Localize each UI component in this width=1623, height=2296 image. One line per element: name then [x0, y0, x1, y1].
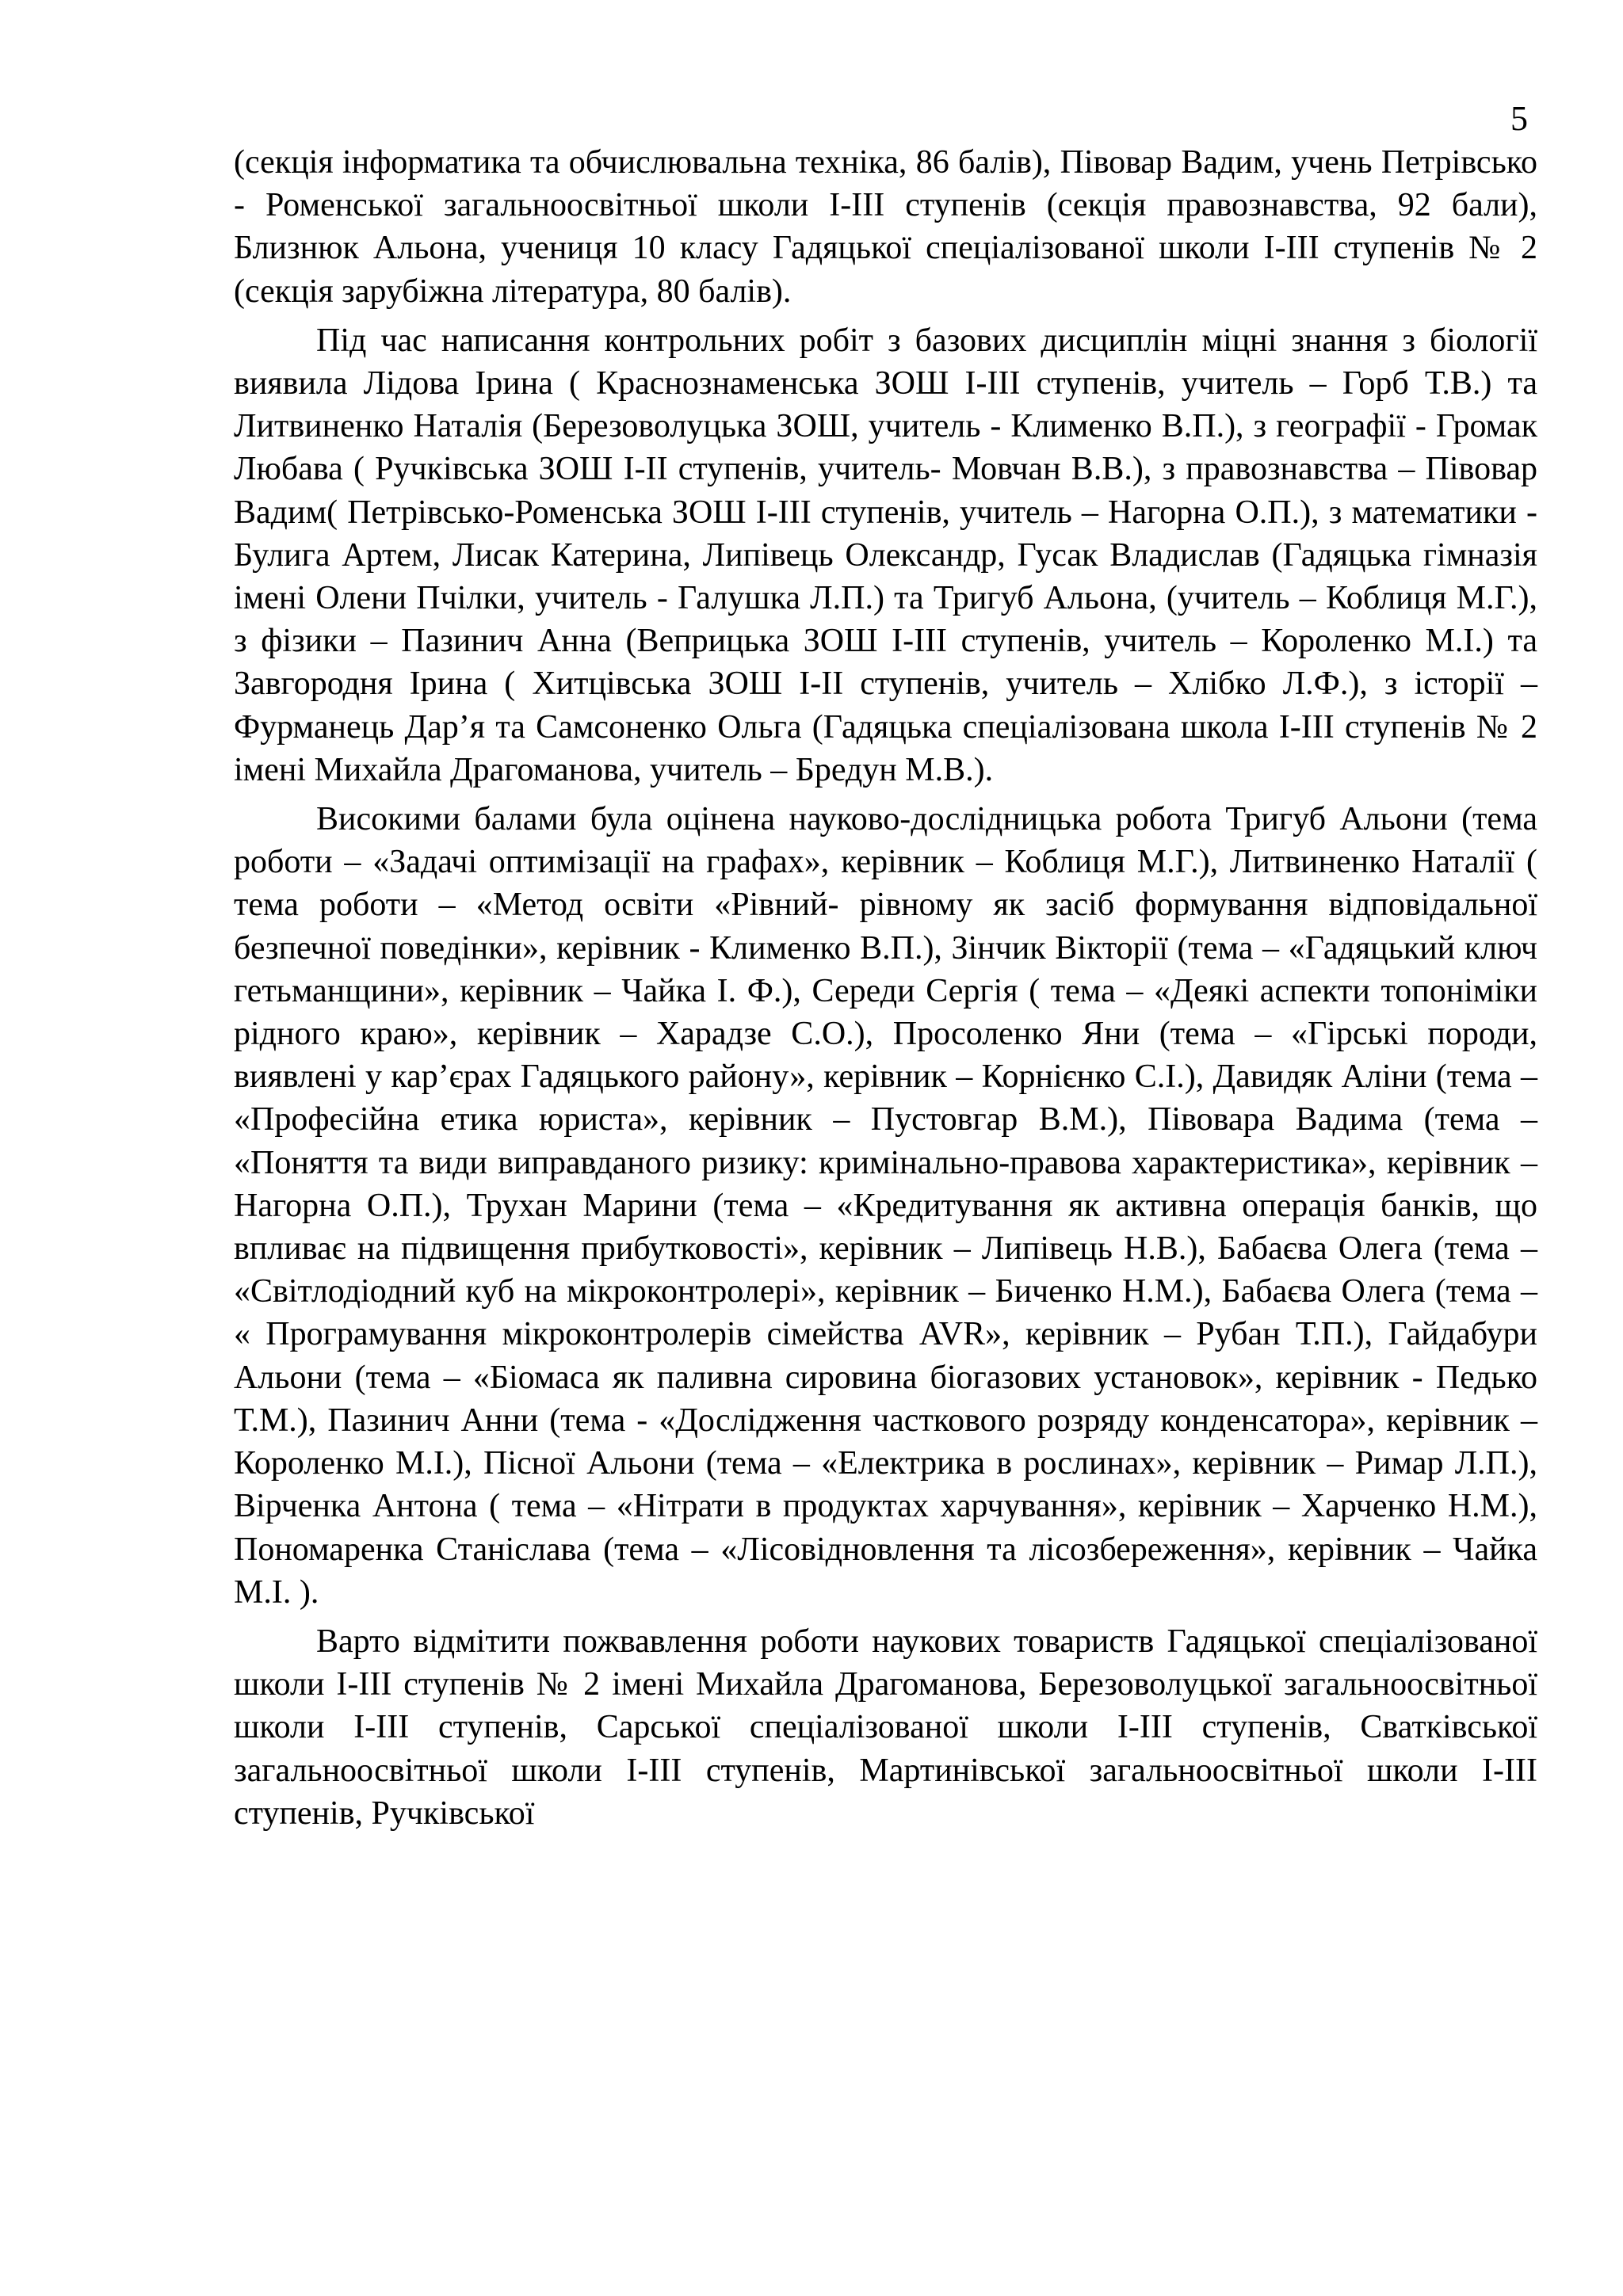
paragraph-continued-sections: (секція інформатика та обчислювальна техніка, 86 балів), Півовар Вадим, учень Петрівсько - Роменської загальноосвітньої школи І-ІІІ ступенів (секція правознавства, 92 бали), Близнюк Альона, учениця 10 класу Гадяцької спеціалізованої школи І-ІІІ ступенів № 2 (секція зарубіжна література, 80 балів).	[234, 144, 1537, 310]
paragraph-scientific-societies: Варто відмітити пожвавлення роботи наукових товариств Гадяцької спеціалізованої школи І-ІІІ ступенів № 2 імені Михайла Драгоманова, Березоволуцької загальноосвітньої школи І-ІІІ ступенів, Сарської спеціалізованої школи І-ІІІ ступенів, Сватківської загальноосвітньої школи І-ІІІ ступенів, Мартинівської загальноосвітньої школи І-ІІІ ступенів, Ручківської	[234, 1623, 1537, 1832]
page-number: 5	[1510, 99, 1528, 138]
paragraph-control-works: Під час написання контрольних робіт з базових дисциплін міцні знання з біології виявила Лідова Ірина ( Краснознаменська ЗОШ І-ІІІ ступенів, учитель – Горб Т.В.) та Литвиненко Наталія (Березоволуцька ЗОШ, учитель - Клименко В.П.), з географії - Громак Любава ( Ручківська ЗОШ І-ІІ ступенів, учитель- Мовчан В.В.), з правознавства – Півовар Вадим( Петрівсько-Роменська ЗОШ І-ІІІ ступенів, учитель – Нагорна О.П.), з математики - Булига Артем, Лисак Катерина, Липівець Олександр, Гусак Владислав (Гадяцька гімназія імені Олени Пчілки, учитель - Галушка Л.П.) та Тригуб Альона, (учитель – Коблиця М.Г.), з фізики – Пазинич Анна (Веприцька ЗОШ І-ІІІ ступенів, учитель – Короленко М.І.) та Завгородня Ірина ( Хитцівська ЗОШ І-ІІ ступенів, учитель – Хлібко Л.Ф.), з історії – Фурманець Дар’я та Самсоненко Ольга (Гадяцька спеціалізована школа І-ІІІ ступенів № 2 імені Михайла Драгоманова, учитель – Бредун М.В.).	[234, 322, 1537, 788]
body-text	[234, 141, 1537, 1841]
paragraph-research-works: Високими балами була оцінена науково-дослідницька робота Тригуб Альони (тема роботи – «Задачі оптимізації на графах», керівник – Коблиця М.Г.), Литвиненко Наталії ( тема роботи – «Метод освіти «Рівний- рівному як засіб формування відповідальної безпечної поведінки», керівник - Клименко В.П.), Зінчик Вікторії (тема – «Гадяцький ключ гетьманщини», керівник – Чайка І. Ф.), Середи Сергія ( тема – «Деякі аспекти топоніміки рідного краю», керівник – Харадзе С.О.), Просоленко Яни (тема – «Гірські породи, виявлені у кар’єрах Гадяцького району», керівник – Корнієнко С.І.), Давидяк Аліни (тема – «Професійна етика юриста», керівник – Пустовгар В.М.), Півовара Вадима (тема – «Поняття та види виправданого ризику: кримінально-правова характеристика», керівник – Нагорна О.П.), Трухан Марини (тема – «Кредитування як активна операція банків, що впливає на підвищення прибутковості», керівник – Липівець Н.В.), Бабаєва Олега (тема – «Світлодіодний куб на мікроконтролері», керівник – Биченко Н.М.), Бабаєва Олега (тема – « Програмування мікроконтролерів сімейства AVR», керівник – Рубан Т.П.), Гайдабури Альони (тема – «Біомаса як паливна сировина біогазових установок», керівник - Педько Т.М.), Пазинич Анни (тема - «Дослідження часткового розряду конденсатора», керівник – Короленко М.І.), Пісної Альони (тема – «Електрика в рослинах», керівник – Римар Л.П.), Вірченка Антона ( тема – «Нітрати в продуктах харчування», керівник – Харченко Н.М.), Пономаренка Станіслава (тема – «Лісовідновлення та лісозбереження», керівник – Чайка М.І. ).	[234, 801, 1537, 1611]
